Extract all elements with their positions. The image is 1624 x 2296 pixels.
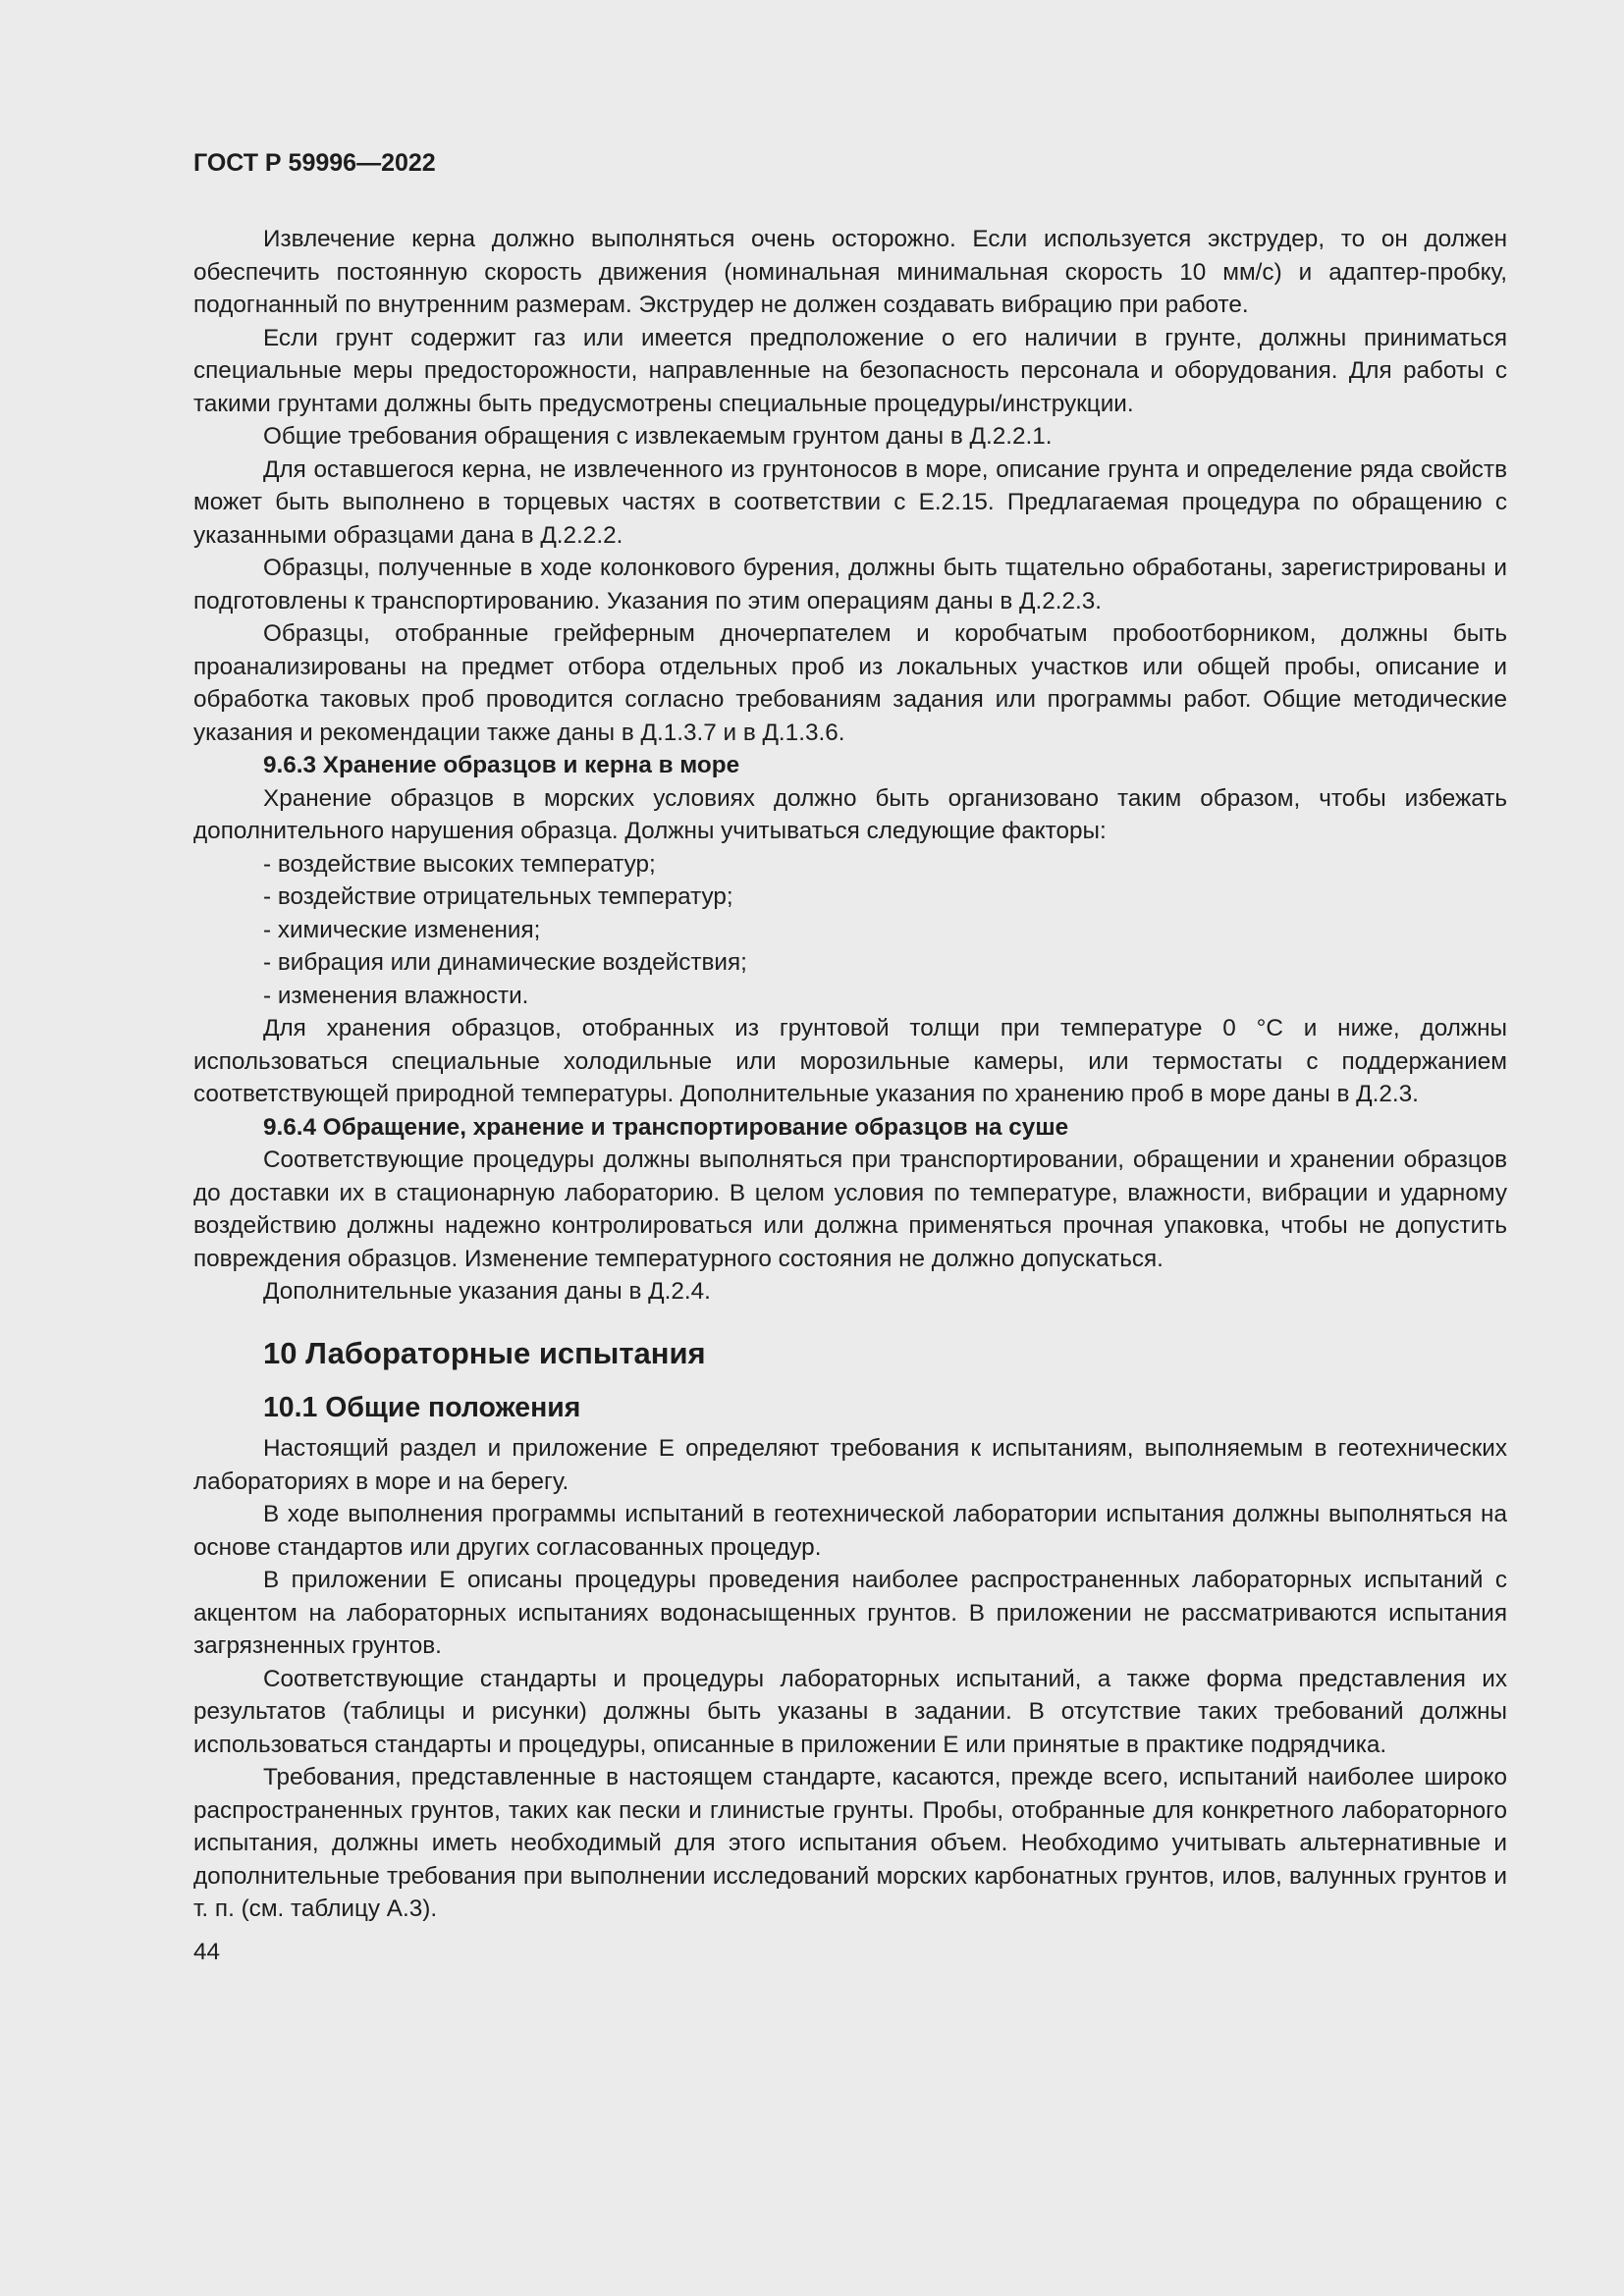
list-item: - вибрация или динамические воздействия; bbox=[263, 949, 747, 976]
paragraph: Настоящий раздел и приложение Е определяют требования к испытаниям, выполняемым в геотехнических лабораториях в море и на берегу. bbox=[193, 1435, 1507, 1495]
clause-heading: 9.6.3 Хранение образцов и керна в море bbox=[263, 752, 740, 778]
paragraph: Извлечение керна должно выполняться очень осторожно. Если используется экструдер, то он должен обеспечить постоянную скорость движения (номинальная минимальная скорость 10 мм/с) и адаптер-пробку, подогнанный по внутренним размерам. Экструдер не должен создавать вибрацию при работе. bbox=[193, 226, 1507, 318]
paragraph: Дополнительные указания даны в Д.2.4. bbox=[263, 1278, 711, 1305]
list-item: - воздействие отрицательных температур; bbox=[263, 883, 733, 910]
paragraph: Соответствующие стандарты и процедуры лабораторных испытаний, а также форма представления их результатов (таблицы и рисунки) должны быть указаны в задании. В отсутствие таких требований должны использоваться стандарты и процедуры, описанные в приложении Е или принятые в практике подрядчика. bbox=[193, 1665, 1507, 1758]
list-item: - воздействие высоких температур; bbox=[263, 850, 656, 878]
paragraph: Общие требования обращения с извлекаемым грунтом даны в Д.2.2.1. bbox=[263, 423, 1053, 450]
document-body bbox=[193, 223, 1507, 1926]
paragraph: Требования, представленные в настоящем стандарте, касаются, прежде всего, испытаний наиболее широко распространенных грунтов, таких как пески и глинистые грунты. Пробы, отобранные для конкретного лабораторного испытания, должны иметь необходимый для этого испытания объем. Необходимо учитывать альтернативные и дополнительные требования при выполнении исследований морских карбонатных грунтов, илов, валунных грунтов и т. п. (см. таблицу А.3). bbox=[193, 1764, 1507, 1922]
list-item: - химические изменения; bbox=[263, 916, 541, 943]
paragraph: В ходе выполнения программы испытаний в геотехнической лаборатории испытания должны выполняться на основе стандартов или других согласованных процедур. bbox=[193, 1501, 1507, 1561]
document-page bbox=[193, 147, 1507, 1968]
paragraph: Для хранения образцов, отобранных из грунтовой толщи при температуре 0 °С и ниже, должны использоваться специальные холодильные или морозильные камеры, или термостаты с поддержанием соответствующей природной температуры. Дополнительные указания по хранению проб в море даны в Д.2.3. bbox=[193, 1015, 1507, 1107]
list-item: - изменения влажности. bbox=[263, 982, 529, 1009]
paragraph: Для оставшегося керна, не извлеченного из грунтоносов в море, описание грунта и определение ряда свойств может быть выполнено в торцевых частях в соответствии с Е.2.15. Предлагаемая процедура по обращению с указанными образцами дана в Д.2.2.2. bbox=[193, 455, 1507, 549]
paragraph: Хранение образцов в морских условиях должно быть организовано таким образом, чтобы избежать дополнительного нарушения образца. Должны учитываться следующие факторы: bbox=[193, 784, 1507, 844]
paragraph: В приложении Е описаны процедуры проведения наиболее распространенных лабораторных испытаний с акцентом на лабораторных испытаниях водонасыщенных грунтов. В приложении не рассматриваются испытания загрязненных грунтов. bbox=[193, 1567, 1507, 1659]
document-id: ГОСТ Р 59996—2022 bbox=[193, 149, 436, 177]
section-heading: 10 Лабораторные испытания bbox=[263, 1335, 706, 1370]
paragraph: Образцы, полученные в ходе колонкового бурения, должны быть тщательно обработаны, зарегистрированы и подготовлены к транспортированию. Указания по этим операциям даны в Д.2.2.3. bbox=[193, 555, 1507, 614]
page-number: 44 bbox=[193, 1938, 221, 1965]
clause-heading: 9.6.4 Обращение, хранение и транспортирование образцов на суше bbox=[263, 1113, 1069, 1141]
paragraph: Если грунт содержит газ или имеется предположение о его наличии в грунте, должны приниматься специальные меры предосторожности, направленные на безопасность персонала и оборудования. Для работы с такими грунтами должны быть предусмотрены специальные процедуры/инструкции. bbox=[193, 324, 1507, 417]
paragraph: Соответствующие процедуры должны выполняться при транспортировании, обращении и хранении образцов до доставки их в стационарную лабораторию. В целом условия по температуре, влажности, вибрации и ударному воздействию должны надежно контролироваться или должна применяться прочная упаковка, чтобы не допустить повреждения образцов. Изменение температурного состояния не должно допускаться. bbox=[193, 1147, 1507, 1272]
paragraph: Образцы, отобранные грейферным дночерпателем и коробчатым пробоотборником, должны быть проанализированы на предмет отбора отдельных проб из локальных участков или общей пробы, описание и обработка таковых проб проводится согласно требованиям задания или программы работ. Общие методические указания и рекомендации также даны в Д.1.3.7 и в Д.1.3.6. bbox=[193, 620, 1507, 746]
factor-list bbox=[193, 848, 1507, 1013]
subsection-heading: 10.1 Общие положения bbox=[263, 1391, 581, 1423]
